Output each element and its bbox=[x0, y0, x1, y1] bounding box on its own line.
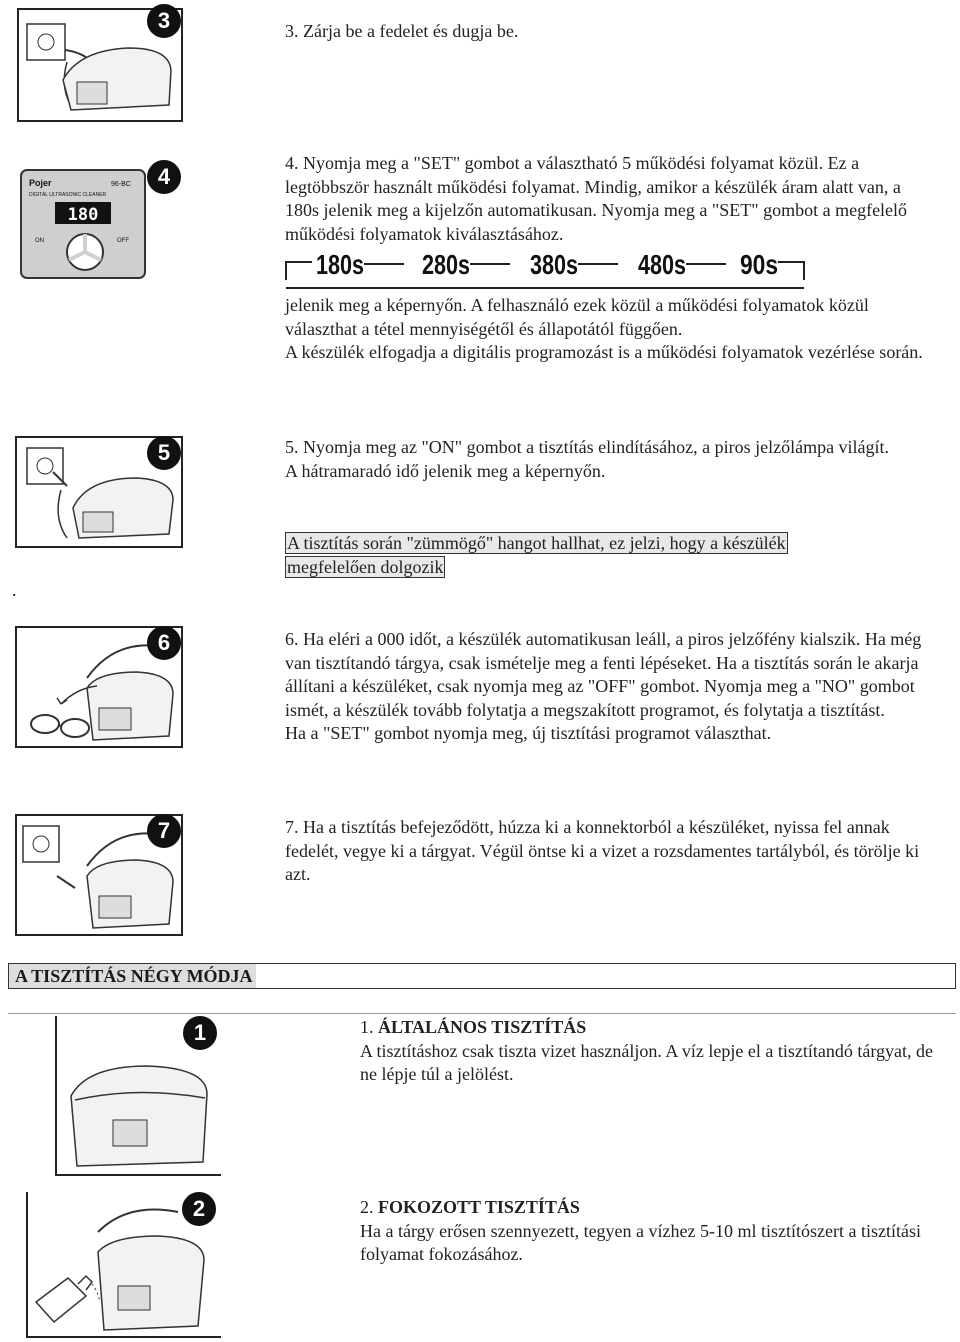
step-4-paragraph-3: A készülék elfogadja a digitális programozást is a működési folyamatok vezérlése során. bbox=[285, 342, 923, 362]
step-4-paragraph-1: 4. Nyomja meg a "SET" gombot a választható 5 működési folyamat közül. Ez a legtöbbször használt működési folyamat. Mindig, amikor a készülék áram alatt van, a 180s jelenik meg a kijelzőn automatikusan. Nyomja meg a "SET" gombot a megfelelő működési folyamatok kiválasztásához. bbox=[285, 153, 908, 244]
section-heading-text: A TISZTÍTÁS NÉGY MÓDJA bbox=[9, 964, 256, 988]
panel-display: 180 bbox=[67, 205, 99, 225]
time-option-5: 90s bbox=[740, 250, 778, 280]
mode-2-title: FOKOZOTT TISZTÍTÁS bbox=[378, 1197, 580, 1217]
panel-on-label: ON bbox=[35, 238, 44, 244]
step-3-paragraph: 3. Zárja be a fedelet és dugja be. bbox=[285, 21, 519, 41]
step-badge-5: 5 bbox=[147, 436, 181, 470]
mode-2-description: Ha a tárgy erősen szennyezett, tegyen a vízhez 5-10 ml tisztítószert a tisztítási folyamat fokozásához. bbox=[360, 1220, 921, 1264]
time-sequence-strip bbox=[284, 250, 806, 292]
panel-model: 96-BC bbox=[111, 181, 131, 188]
step-6-paragraph-2: Ha a "SET" gombot nyomja meg, új tisztítási programot választhat. bbox=[285, 723, 772, 743]
time-option-4: 480s bbox=[638, 250, 686, 280]
mode-1-title-line bbox=[360, 1016, 940, 1040]
step-badge-3: 3 bbox=[147, 4, 181, 38]
figure-step-7 bbox=[15, 814, 183, 936]
figure-mode-2 bbox=[26, 1192, 221, 1338]
step-7-text bbox=[285, 816, 925, 887]
step-5-boxed-note bbox=[285, 532, 925, 579]
step-4-paragraph-2: jelenik meg a képernyőn. A felhasználó ezek közül a működési folyamatok közül választhat a tétel mennyiségétől és állapotától függően. bbox=[285, 295, 869, 339]
boxed-note-line-1: A tisztítás során "zümmögő" hangot hallhat, ez jelzi, hogy a készülék bbox=[287, 533, 786, 553]
step-badge-6: 6 bbox=[147, 626, 181, 660]
step-5-paragraph-1: 5. Nyomja meg az "ON" gombot a tisztítás elindításához, a piros jelzőlámpa világít. bbox=[285, 437, 890, 457]
mode-badge-1: 1 bbox=[183, 1016, 217, 1050]
section-separator bbox=[8, 1013, 956, 1014]
mode-2-text bbox=[360, 1196, 940, 1267]
figure-step-5 bbox=[15, 436, 183, 548]
step-4-text bbox=[285, 152, 925, 246]
mode-2-title-line bbox=[360, 1196, 940, 1220]
step-6-paragraph-1: 6. Ha eléri a 000 időt, a készülék automatikusan leáll, a piros jelzőfény kialszik. Ha még van tisztítandó tárgya, csak ismételje meg a fenti lépéseket. Ha a tisztítás során le akarja állítani a készüléket, csak nyomja meg az "OFF" gombot. Nyomja meg a "NO" gombot ismét, a készülék tovább folytatja a megszakított programot, és folytatja a tisztítást. bbox=[285, 629, 922, 720]
step-6-text bbox=[285, 628, 925, 746]
time-option-1: 180s bbox=[316, 250, 364, 280]
panel-subtitle: DIGITAL ULTRASONIC CLEANER bbox=[29, 192, 107, 198]
step-badge-4: 4 bbox=[147, 160, 181, 194]
panel-off-label: OFF bbox=[117, 238, 129, 244]
step-4-text-continued bbox=[285, 294, 925, 365]
section-heading bbox=[8, 963, 956, 989]
mode-1-title: ÁLTALÁNOS TISZTÍTÁS bbox=[378, 1017, 587, 1037]
stray-dot: . bbox=[12, 580, 17, 600]
time-option-2: 280s bbox=[422, 250, 470, 280]
panel-brand: Pojer bbox=[29, 178, 52, 188]
step-5-text bbox=[285, 436, 925, 483]
boxed-note-line-2: megfelelően dolgozik bbox=[287, 556, 444, 577]
mode-2-number: 2. bbox=[360, 1197, 374, 1217]
step-3-text bbox=[285, 20, 925, 44]
figure-step-6 bbox=[15, 626, 183, 748]
mode-badge-2: 2 bbox=[182, 1192, 216, 1226]
time-option-3: 380s bbox=[530, 250, 578, 280]
mode-1-number: 1. bbox=[360, 1017, 374, 1037]
time-sequence-graphic bbox=[284, 250, 806, 292]
step-5-paragraph-2: A hátramaradó idő jelenik meg a képernyőn. bbox=[285, 460, 606, 481]
mode-1-text bbox=[360, 1016, 940, 1087]
step-badge-7: 7 bbox=[147, 814, 181, 848]
mode-1-description: A tisztításhoz csak tiszta vizet használjon. A víz lepje el a tisztítandó tárgyat, de ne lépje túl a jelölést. bbox=[360, 1040, 934, 1084]
figure-mode-1 bbox=[55, 1016, 221, 1176]
figure-step-4 bbox=[19, 164, 179, 280]
figure-step-3 bbox=[17, 8, 183, 122]
step-7-paragraph-1: 7. Ha a tisztítás befejeződött, húzza ki a konnektorból a készüléket, nyissa fel annak fedelét, vegye ki a tárgyat. Végül öntse ki a vizet a rozsdamentes tartályból, és törölje ki azt. bbox=[285, 817, 920, 884]
